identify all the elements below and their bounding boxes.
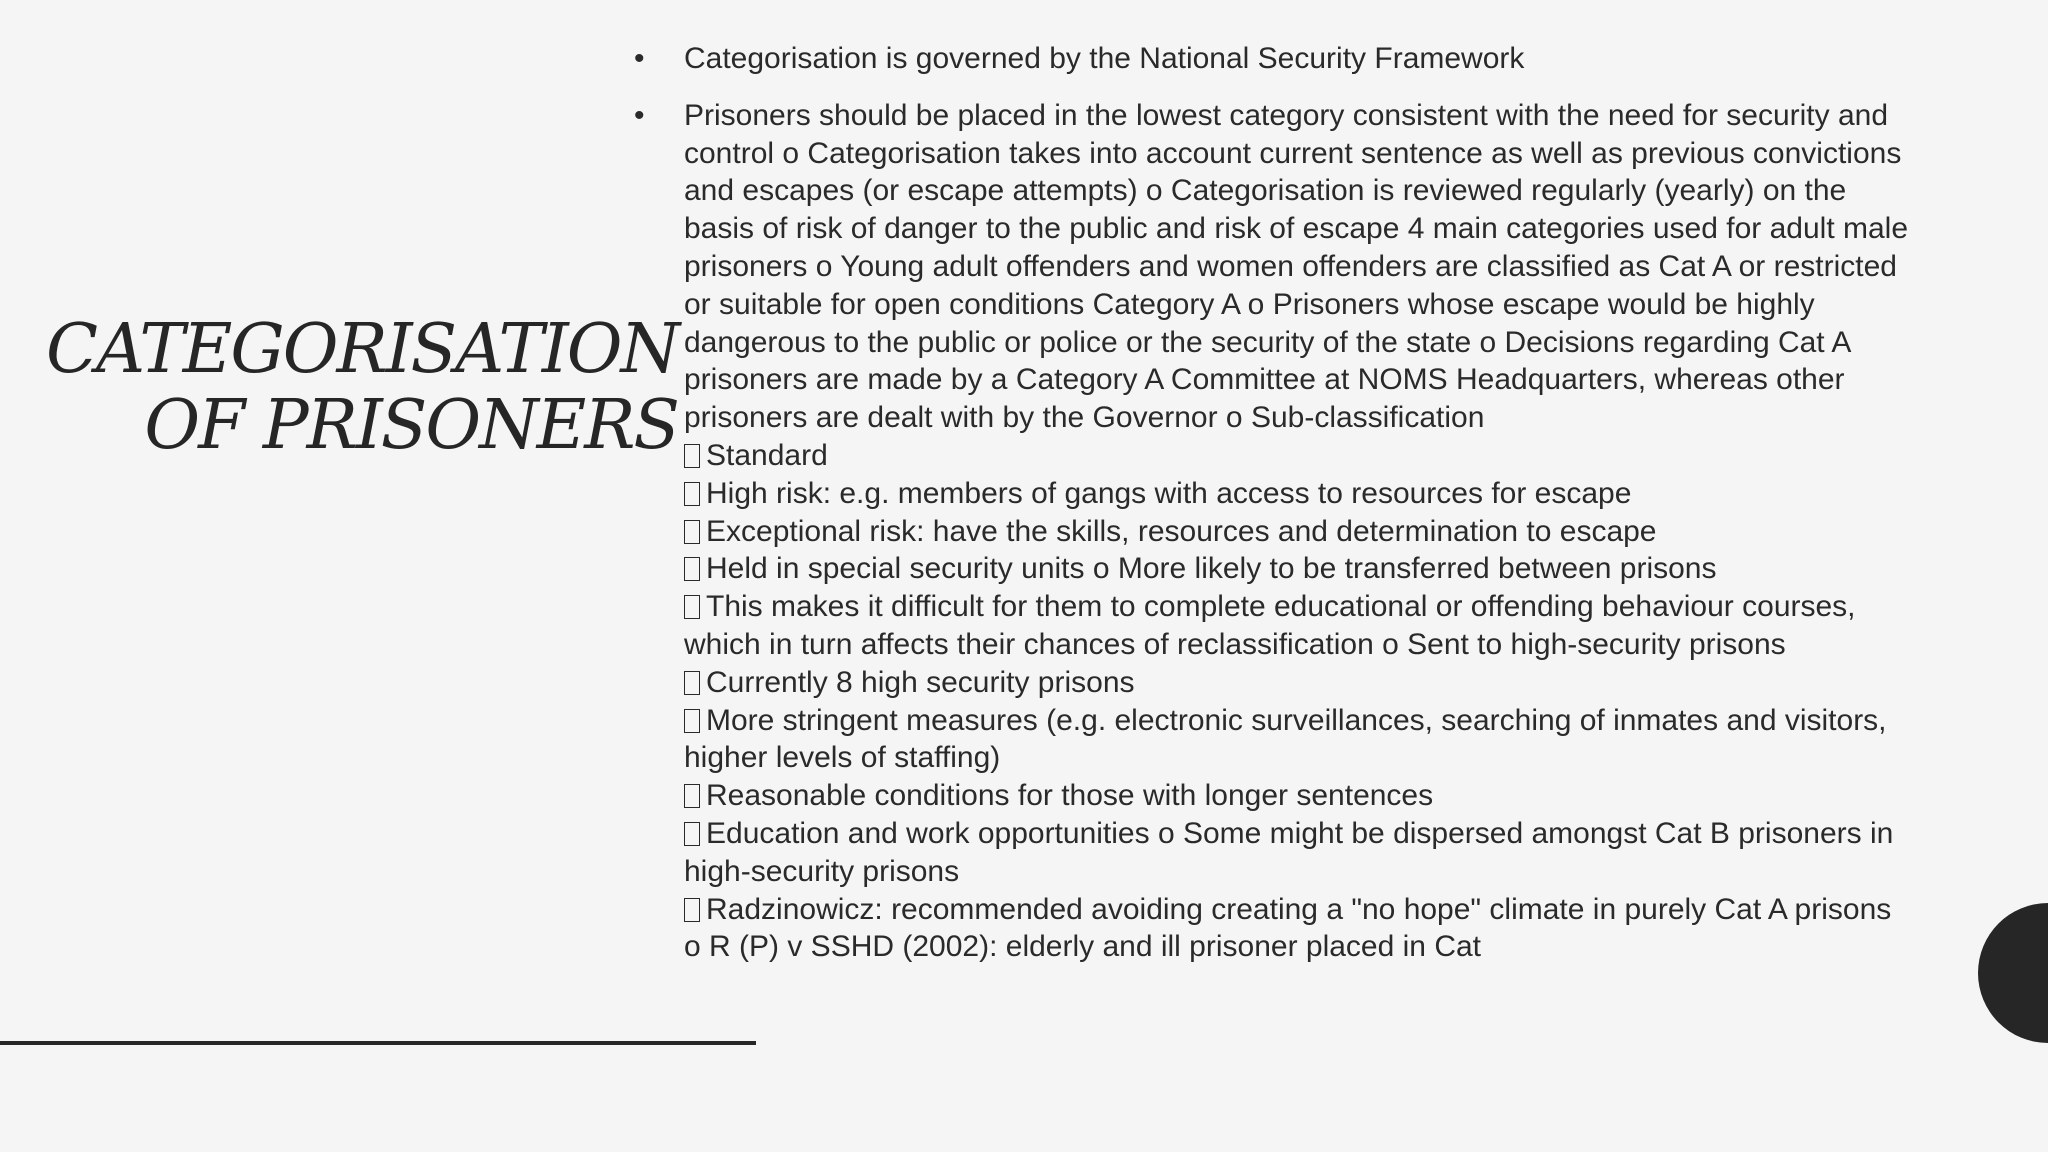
decorative-circle (1978, 903, 2048, 1043)
slide-body (684, 40, 1914, 966)
sub-item (684, 815, 1914, 891)
sub-item (684, 664, 1914, 702)
sub-item (684, 777, 1914, 815)
slide-title-line-1: CATEGORISATION (46, 310, 678, 389)
missing-glyph-box-icon (684, 898, 700, 922)
bullet-item: • Categorisation is governed by the National Security Framework (684, 40, 1914, 78)
sub-item-text: More stringent measures (e.g. electronic surveillances, searching of inmates and visitors, higher levels of staffing) (684, 703, 1887, 775)
sub-item-text: Currently 8 high security prisons (706, 665, 1135, 699)
sub-item-text: High risk: e.g. members of gangs with access to resources for escape (706, 476, 1632, 510)
missing-glyph-box-icon (684, 595, 700, 619)
sub-item-text: Held in special security units o More likely to be transferred between prisons (706, 552, 1717, 586)
missing-glyph-box-icon (684, 482, 700, 506)
sub-item (684, 437, 1914, 475)
sub-item-text: This makes it difficult for them to complete educational or offending behaviour courses, which in turn affects their chances of reclassification o Sent to high-security prisons (684, 590, 1856, 661)
sub-item-text: Radzinowicz: recommended avoiding creating a "no hope" climate in purely Cat A prisons o R (P) v SSHD (2002): elderly and ill prisoner placed in Cat (684, 892, 1892, 964)
missing-glyph-box-icon (684, 557, 700, 581)
sub-item-list (684, 437, 1914, 966)
sub-item (684, 891, 1914, 967)
missing-glyph-box-icon (684, 671, 700, 695)
sub-item (684, 588, 1914, 664)
sub-item (684, 513, 1914, 551)
bullet-list (684, 40, 1914, 437)
missing-glyph-box-icon (684, 520, 700, 544)
slide-title-line-2: OF PRISONERS (144, 386, 678, 465)
sub-item-text: Standard (706, 438, 828, 472)
sub-item-text: Reasonable conditions for those with longer sentences (706, 779, 1434, 813)
missing-glyph-box-icon (684, 822, 700, 846)
missing-glyph-box-icon (684, 444, 700, 468)
missing-glyph-box-icon (684, 784, 700, 808)
sub-item-text: Education and work opportunities o Some might be dispersed amongst Cat B prisoners in high-security prisons (684, 816, 1894, 888)
sub-item (684, 475, 1914, 513)
sub-item (684, 702, 1914, 778)
bullet-item: • Prisoners should be placed in the lowest category consistent with the need for security and control o Categorisation takes into account current sentence as well as previous convictions and escapes (or escape attempts) o Categorisation is reviewed regularly (yearly) on the basis of risk of danger to the public and risk of escape 4 main categories used for adult male prisoners o Young adult offenders and women offenders are classified as Cat A or restricted or suitable for open conditions Category A o Prisoners whose escape would be highly dangerous to the public or police or the security of the state o Decisions regarding Cat A prisoners are made by a Category A Committee at NOMS Headquarters, whereas other prisoners are dealt with by the Governor o Sub-classification (684, 97, 1914, 437)
sub-item-text: Exceptional risk: have the skills, resources and determination to escape (706, 514, 1657, 548)
sub-item (684, 550, 1914, 588)
missing-glyph-box-icon (684, 709, 700, 733)
title-divider-line (0, 1041, 756, 1045)
slide-title (46, 312, 678, 464)
